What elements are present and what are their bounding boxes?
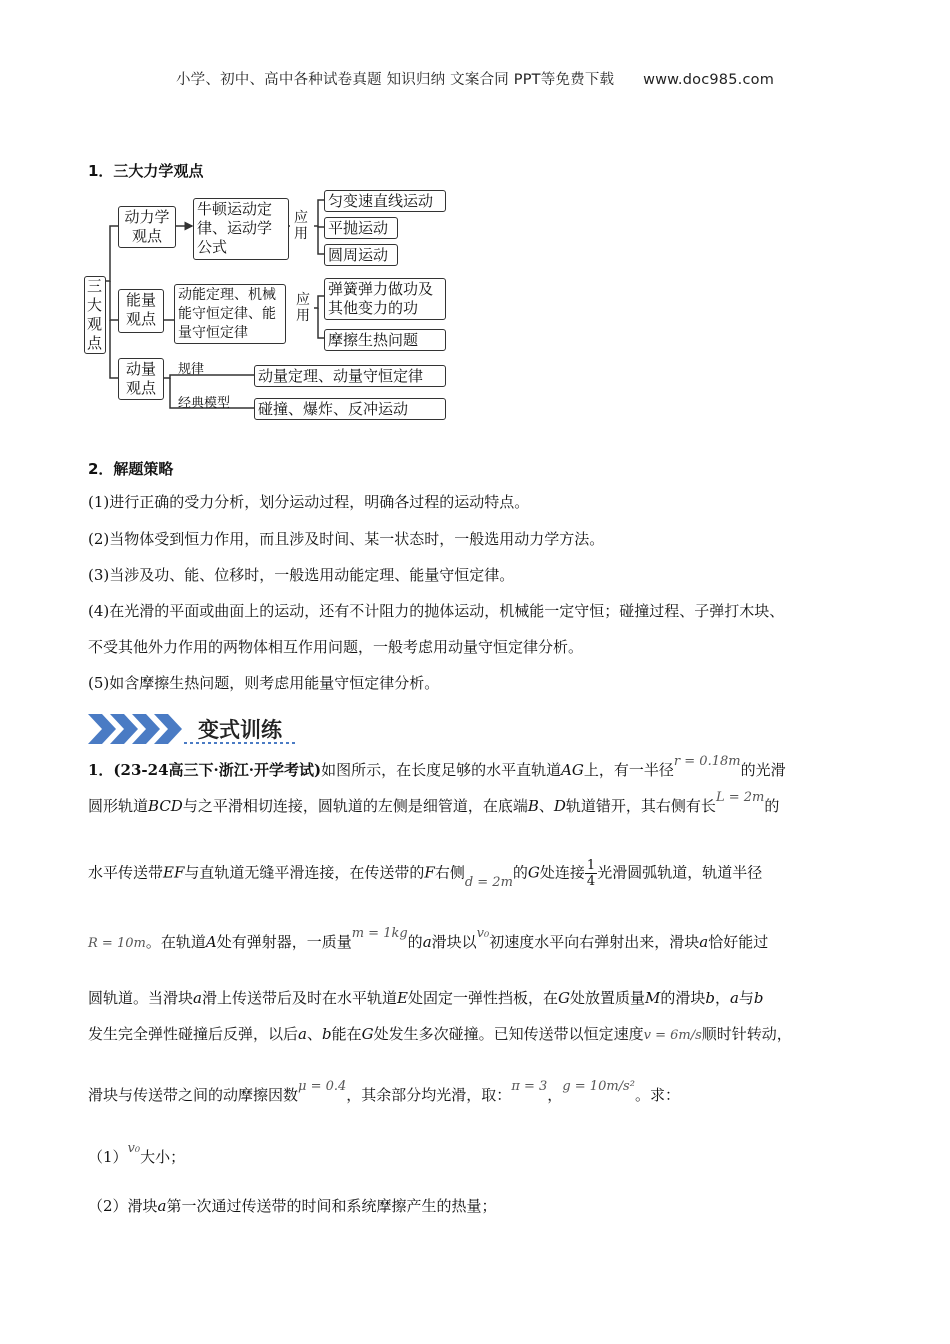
text: 与之平滑相切连接，圆轨道的左侧是细管道，在底端	[182, 797, 528, 815]
formula-mu: μ = 0.4	[298, 1079, 347, 1094]
text: 、	[306, 1025, 322, 1043]
branch3-model-label: 经典模型	[178, 396, 231, 411]
banner-title: 变式训练	[198, 718, 282, 742]
b1-result-3: 圆周运动	[324, 244, 398, 266]
branch3-law: 动量定理、动量守恒定律	[254, 365, 446, 387]
section1-title: 1．三大力学观点	[88, 162, 204, 180]
var-EF: EF	[163, 863, 185, 882]
text: 与	[738, 989, 754, 1007]
text: 能在	[331, 1025, 362, 1043]
branch2-label: 能量观点	[125, 291, 156, 328]
var-G: G	[557, 989, 570, 1007]
text: 圆形轨道	[88, 797, 149, 815]
var-F: F	[424, 863, 435, 882]
text: 与直轨道无缝平滑连接，在传送带的	[184, 863, 425, 882]
problem-line-7	[88, 1079, 680, 1107]
var-E: E	[396, 989, 408, 1007]
problem-line-5	[88, 988, 764, 1008]
page-header	[0, 68, 950, 89]
text: 初速度水平向右弹射出来，滑块	[489, 933, 700, 951]
header-site: www.doc985.com	[643, 72, 775, 88]
text: 的光滑	[740, 761, 786, 779]
text: 滑块以	[431, 933, 477, 951]
root-box	[84, 276, 106, 354]
q2-num: （2）滑块	[88, 1197, 158, 1215]
branch1-content-box	[193, 198, 289, 260]
text: 的滑块	[660, 989, 706, 1007]
var-G: G	[361, 1025, 374, 1043]
text: 水平传送带	[88, 863, 164, 882]
text: 上，有一半径	[583, 761, 674, 779]
var-a: a	[729, 989, 739, 1007]
text: 轨道错开，其右侧有长	[565, 797, 716, 815]
b1-result-1: 匀变速直线运动	[324, 190, 446, 212]
strategy-item-3: (3)当涉及功、能、位移时，一般选用动能定理、能量守恒定律。	[88, 566, 515, 584]
branch3-law-label: 规律	[178, 362, 205, 377]
text: 第一次通过传送带的时间和系统摩擦产生的热量；	[166, 1197, 497, 1215]
text: ，	[714, 989, 730, 1007]
text: 大小；	[140, 1148, 186, 1166]
section2-title: 2．解题策略	[88, 460, 174, 478]
var-a: a	[298, 1025, 307, 1043]
text: 光滑圆弧轨道，轨道半径	[597, 863, 763, 882]
formula-L: L = 2m	[715, 790, 765, 805]
formula-v0: v₀	[127, 1141, 141, 1156]
strategy-item-1: (1)进行正确的受力分析，划分运动过程，明确各过程的运动特点。	[88, 493, 530, 511]
var-b: b	[753, 989, 764, 1007]
text: 。求：	[634, 1086, 680, 1104]
var-G: G	[527, 863, 540, 882]
var-M: M	[644, 989, 661, 1007]
connector-root-b3	[110, 320, 118, 378]
strategy-item-2: (2)当物体受到恒力作用，而且涉及时间、某一状态时，一般选用动力学方法。	[88, 530, 605, 548]
text: 发生完全弹性碰撞后反弹，以后	[88, 1025, 299, 1043]
question-1	[88, 1141, 186, 1169]
var-BCD: BCD	[148, 797, 183, 815]
text: ，其余部分均光滑，取：	[346, 1086, 512, 1104]
var-A: A	[205, 933, 217, 951]
text: 顺时针转动，	[701, 1025, 792, 1043]
var-a: a	[193, 989, 202, 1007]
b2-result-1: 弹簧弹力做功及其他变力的功	[328, 280, 434, 317]
var-a: a	[422, 933, 432, 951]
branch1-label-box	[118, 206, 176, 248]
strategy-item-4: (4)在光滑的平面或曲面上的运动，还有不计阻力的抛体运动，机械能一定守恒；碰撞过程、子弹打木块、	[88, 602, 785, 620]
section-banner	[88, 712, 298, 746]
header-text: 小学、初中、高中各种试卷真题 知识归纳 文案合同 PPT等免费下载	[175, 72, 615, 88]
text: 右侧	[434, 863, 465, 882]
b2-result-2: 摩擦生热问题	[324, 329, 446, 351]
problem-line-6	[88, 1024, 792, 1046]
strategy-item-4-cont: 不受其他外力作用的两物体相互作用问题，一般考虑用动量守恒定律分析。	[88, 638, 584, 656]
frac-den: 4	[586, 874, 596, 889]
strategy-item-5: (5)如含摩擦生热问题，则考虑用能量守恒定律分析。	[88, 674, 440, 692]
problem-number: 1．(23-24高三下·浙江·开学考试)	[88, 761, 322, 779]
problem-line-3	[88, 858, 762, 889]
text: 滑块与传送带之间的动摩擦因数	[88, 1086, 299, 1104]
branch3-label-box	[118, 358, 164, 400]
var-b: b	[705, 989, 715, 1007]
formula-pi: π = 3	[511, 1079, 548, 1094]
text: 处发生多次碰撞。已知传送带以恒定速度	[373, 1025, 644, 1043]
formula-r: r = 0.18m	[673, 754, 741, 769]
q1-num: （1）	[88, 1148, 128, 1166]
formula-v: v = 6m/s	[643, 1028, 702, 1043]
problem-line-1	[88, 754, 786, 782]
branch1-content: 牛顿运动定律、运动学公式	[197, 200, 273, 256]
text: 。在轨道	[145, 933, 206, 951]
formula-v0: v₀	[476, 926, 490, 941]
fraction-quarter	[585, 858, 597, 889]
b1-result-2: 平抛运动	[324, 217, 398, 239]
branch2-apply: 应用	[296, 292, 310, 324]
text: 圆轨道。当滑块	[88, 989, 194, 1007]
branch2-content-box	[174, 284, 286, 344]
b2-result-1-box	[324, 278, 446, 320]
text: 处固定一弹性挡板，在	[407, 989, 558, 1007]
text: 的	[764, 797, 780, 815]
var-D: D	[553, 797, 566, 815]
problem-line-4	[88, 926, 769, 954]
text: 滑上传送带后及时在水平轨道	[201, 989, 397, 1007]
var-B: B	[527, 797, 539, 815]
problem-line-2	[88, 790, 780, 818]
var-b: b	[321, 1025, 332, 1043]
branch2-label-box	[118, 289, 164, 333]
formula-d: d = 2m	[464, 874, 513, 890]
formula-g: g = 10m/s²	[562, 1079, 635, 1094]
branch1-label: 动力学观点	[124, 208, 170, 245]
text: 的	[407, 933, 423, 951]
branch2-content: 动能定理、机械能守恒定律、能量守恒定律	[178, 287, 276, 341]
branch3-model: 碰撞、爆炸、反冲运动	[254, 398, 446, 420]
text: 处放置质量	[569, 989, 645, 1007]
connector-root-b1	[104, 226, 118, 281]
frac-num: 1	[586, 858, 596, 873]
text: 如图所示，在长度足够的水平直轨道	[321, 761, 562, 779]
text: 恰好能过	[708, 933, 769, 951]
text: 、	[538, 797, 554, 815]
text: 的	[512, 863, 528, 882]
formula-R: R = 10m	[88, 936, 146, 951]
branch3-label: 动量观点	[125, 360, 156, 397]
var-a: a	[699, 933, 709, 951]
question-2	[88, 1196, 497, 1216]
var-a: a	[157, 1197, 167, 1215]
text: 处有弹射器，一质量	[216, 933, 352, 951]
branch1-apply: 应用	[294, 210, 308, 242]
text: 处连接	[539, 863, 585, 882]
root-label: 三大观点	[87, 277, 103, 352]
var-AG: AG	[561, 761, 584, 779]
text: ，	[547, 1086, 563, 1104]
formula-m: m = 1kg	[351, 926, 408, 941]
mind-map	[84, 186, 454, 424]
